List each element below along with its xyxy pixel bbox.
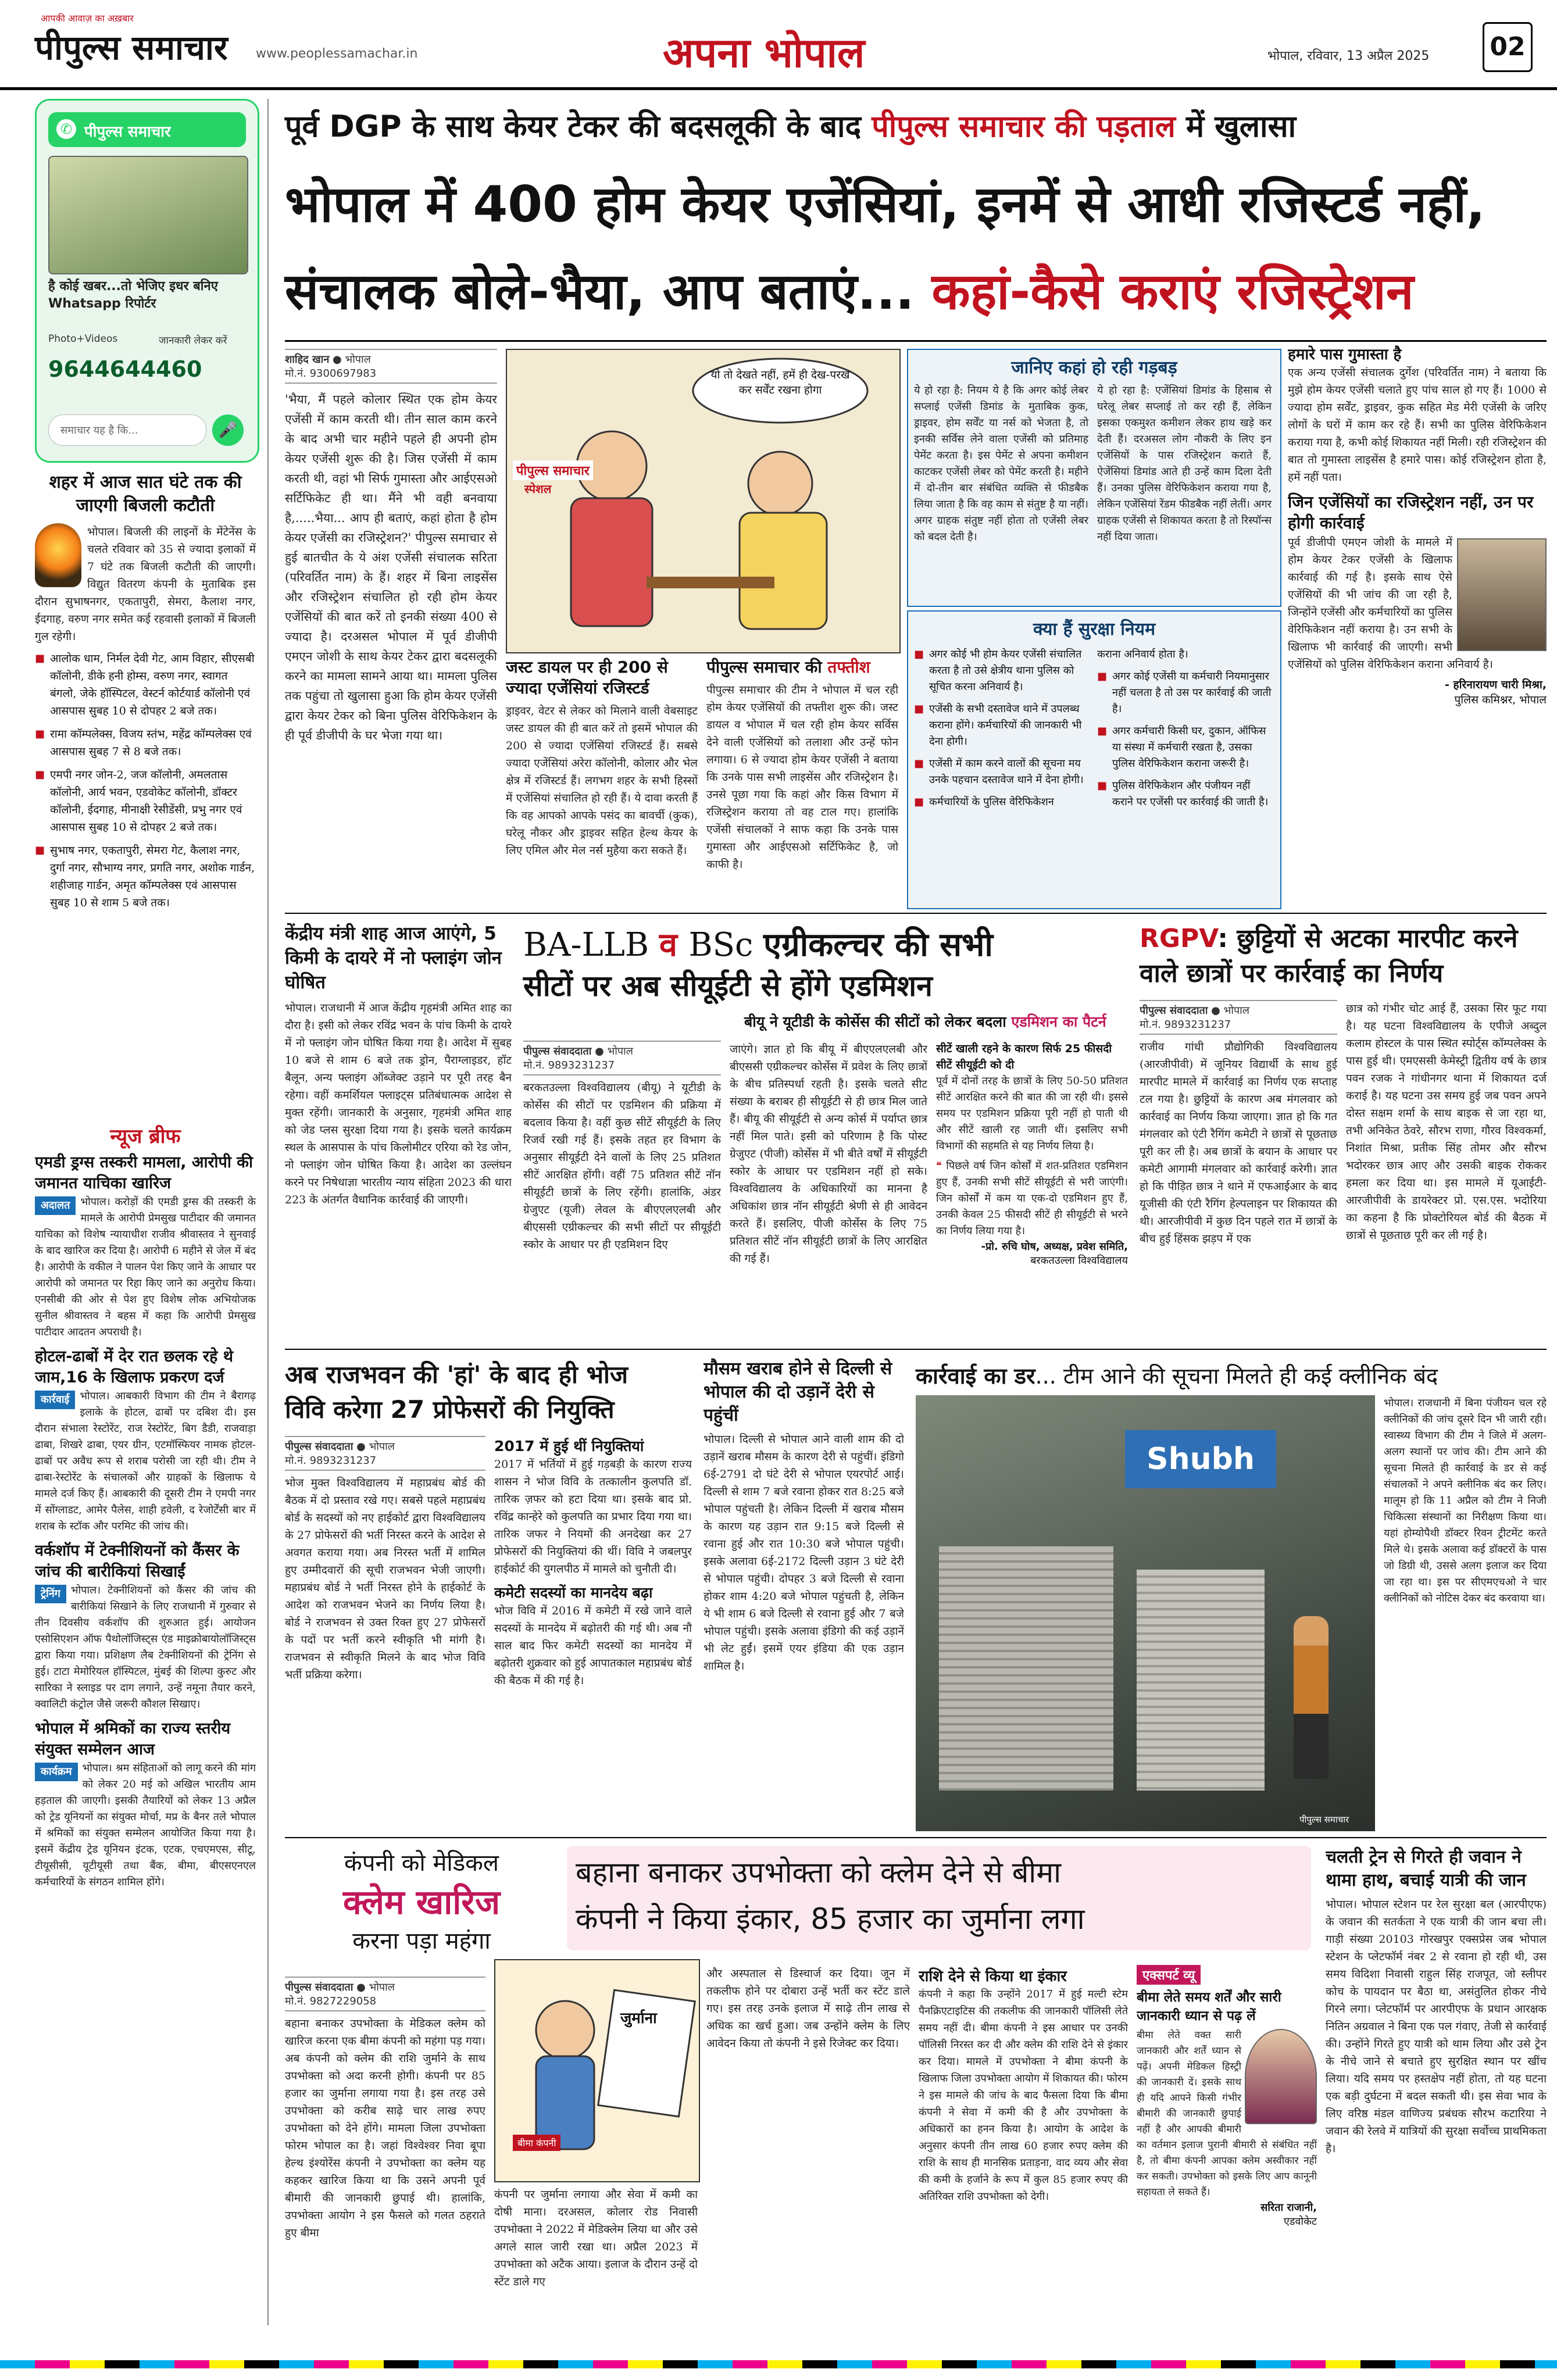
- shop-sign: Shubh: [1125, 1430, 1276, 1488]
- rgpv-body-2: छात्र को गंभीर चोट आई हैं, उसका सिर फूट गया है। यह घटना विश्वविद्यालय के एपीजे अब्दुल कलाम होस्टल के पास स्थित स्पोर्ट्स कॉम्पलेक्स के पास हुई थी। एमएससी केमेस्ट्री द्वितीय वर्ष के छात्र पवन रजक ने गांधीनगर थाना में शिकायत दर्ज कराई है। यह घटना उस समय हुई जब पवन अपने दोस्त सक्षम शर्मा के साथ बाइक से जा रहा था, तभी अनिकेत ठेवरे, सौरभ राणा, गौरव विश्वकर्मा, निशांत मिश्रा, प्रतीक सिंह तोमर और सौरभ भदोरकर छात्र आए और उसकी बाइक रोककर हमला कर दिया था। इस मामले में यूआईटी-आरजीपीवी के डायरेक्टर प्रो. एस.एस. भदोरिया का कहना है कि प्रोक्टोरियल बोर्ड की बैठक में छात्रों से पूछताछ पूरी कर ली गई है।: [1346, 1002, 1547, 1242]
- lead-headline-2: संचालक बोले-भैया, आप बताएं... कहां-कैसे कराएं रजिस्ट्रेशन: [285, 263, 1414, 321]
- expert-view: [1137, 1965, 1317, 2325]
- rajbhavan-sub2-head: कमेटी सदस्यों का मानदेय बढ़ा: [494, 1584, 653, 1601]
- cuet-head-1: BA-LLB व BSc एग्रीकल्चर की सभी: [523, 926, 993, 964]
- lead-body: 'भैया, मैं पहले कोलार स्थित एक होम केयर एजेंसी में काम करती थी। तीन साल काम करने के बाद अभी चार महीने पहले ही अपनी होम केयर एजेंसी शुरू की है। जिस एजेंसी में काम करती थी, वहां भी सिर्फ गुमास्ता और आईएसओ सर्टिफिकेट ही था। मैंने भी वही बनवाया है,.....भैया... आप ही बताएं, कहां होता है होम केयर एजेंसी का रजिस्ट्रेशन?' पीपुल्स समाचार से हुई बातचीत के ये अंश एजेंसी संचालक सरिता (परिवर्तित नाम) के हैं। शहर में बिना लाइसेंस और रजिस्ट्रेशन संचालित हो रही होम केयर एजेंसियों की बात करें तो इनकी संख्या 400 से ज्यादा है। दरअसल भोपाल में पूर्व डीजीपी एमएन जोशी के साथ केयर टेकर द्वारा बदसलूकी करने का मामला सामने आया था। मामला पुलिस तक पहुंचा तो खुलासा हुआ कि होम केयर एजेंसी द्वारा केयर टेकर को बिना पुलिस वेरिफिकेशन के ही पूर्व डीजीपी के घर भेजा गया था।: [285, 392, 497, 742]
- lead-headline-1: भोपाल में 400 होम केयर एजेंसियां, इनमें से आधी रजिस्टर्ड नहीं,: [285, 176, 1485, 234]
- weather-flight-head: मौसम खराब होने से दिल्ली से भोपाल की दो उड़ानें देरी से पहुंचीं: [703, 1359, 892, 1425]
- claim-head-1: बहाना बनाकर उपभोक्ता को क्लेम देने से बीमा: [576, 1856, 1062, 1889]
- power-cut-story: [35, 471, 256, 1105]
- brief-2-head: होटल-ढाबों में देर रात छलक रहे थे जाम,16 के खिलाफ प्रकरण दर्ज: [35, 1348, 234, 1386]
- safety-rules-left: [914, 646, 1088, 816]
- left-column-rule: [267, 99, 269, 2325]
- print-color-bar: [0, 2360, 1557, 2368]
- claim-col-2: [494, 2186, 698, 2325]
- claim-sub-head: राशि देने से किया था इंकार: [919, 1968, 1067, 1985]
- cartoon-bag: बीमा कंपनी: [513, 2135, 560, 2151]
- cuet-col-1: [523, 1041, 721, 1337]
- safety-rules-box: [907, 610, 1281, 909]
- quote-name: - हरिनारायण चारी मिश्रा,: [1445, 678, 1547, 691]
- gumasta-head: हमारे पास गुमास्ता है: [1288, 346, 1402, 363]
- shah-body: भोपाल। राजधानी में आज केंद्रीय गृहमंत्री अमित शाह का दौरा है। इसी को लेकर रविंद्र भवन के पांच किमी के दायरे में नो फ्लाइंग जोन घोषित किया गया है। आदेश में सुबह 10 बजे से शाम 6 बजे तक ड्रोन, पैराग्लाइडर, हॉट बैलून, अन्य फ्लाइंग ऑब्जेक्ट उड़ाने पर पूरी तरह बैन रहेगा। वहीं कमर्शियल फ्लाइट्स प्रतिबंधात्मक आदेश से मुक्त रहेंगी। जानकारी के अनुसार, गृहमंत्री अमित शाह को जेड प्लस सुरक्षा दिया गया है। इसके चलते कार्यक्रम स्थल के आसपास के पांच किलोमीटर एरिया को रेड जोन, नो फ्लाइंग जोन घोषित किया है। आदेश का उल्लंघन करने पर निषेधाज्ञा भारतीय न्याय संहिता 2023 की धारा 223 के अंतर्गत वैधानिक कार्रवाई की जाएगी।: [285, 1002, 512, 1206]
- brief-1-tag: अदालत: [35, 1196, 76, 1215]
- rgpv-body-1: राजीव गांधी प्रौद्योगिकी विश्वविद्यालय (आरजीपीवी) में जूनियर विद्यार्थी के साथ हुई मारपीट मामले में कार्रवाई का निर्णय एक सप्ताह टल गया है। छुट्टियों के कारण अब मंगलवार को कार्रवाई का निर्णय किया जाएगा। ज्ञात हो कि गत मंगलवार को एंटी रैगिंग कमेटी ने छात्रों से पूछताछ पूरी कर ली है। अब छात्रों के बयान के आधार पर कमेटी आगामी मंगलवार को कार्रवाई करेगी। ज्ञात हो कि पीड़ित छात्र ने थाने में एफआईआर के बाद यूजीसी की एंटी रैगिंग हेल्पलाइन पर शिकायत की थी। आरजीपीवी में कुछ दिन पहले रात में छात्रों के बीच हुई हिंसक झड़प में एक: [1140, 1041, 1337, 1245]
- lead-rule: [285, 340, 1547, 342]
- shah-head: केंद्रीय मंत्री शाह आज आएंगे, 5 किमी के दायरे में नो फ्लाइंग जोन घोषित: [285, 923, 502, 993]
- quote-icon: ❝: [936, 1160, 947, 1172]
- claim-head-2: कंपनी ने किया इंकार, 85 हजार का जुर्माना लगा: [576, 1902, 1085, 1936]
- rule-item: ■ एजेंसी के सभी दस्तावेज थाने में उपलब्ध कराना होंगे। कर्मचारियों की जानकारी भी देना होगी।: [914, 701, 1088, 750]
- cuet-col-3: [936, 1041, 1128, 1337]
- rajbhavan-sub2-body: भोज विवि में 2016 में कमेटी में रखे जाने वाले सदस्यों के मानदेय में बढ़ोतरी की गई थी। अब नौ साल बाद फिर कमेटी सदस्यों का मानदेय में बढ़ोतरी शुक्रवार को हुई आपातकाल महाप्रबंध बोर्ड की बैठक में की गई है।: [494, 1604, 692, 1687]
- weather-flight-body: भोपाल। दिल्ली से भोपाल आने वाली शाम की दो उड़ानें खराब मौसम के कारण देरी से पहुंचीं। इंडिगो 6ई-2791 दो घंटे देरी से भोपाल एयरपोर्ट आई। दिल्ली से शाम 7 बजे रवाना होकर रात 8:25 बजे भोपाल पहुंचती है। लेकिन दिल्ली में खराब मौसम के कारण यह उड़ान रात 9:15 बजे दिल्ली से रवाना हुई और रात 10:30 बजे भोपाल पहुंची। इसके अलावा 6ई-2172 दिल्ली उड़ान 3 घंटे देरी से भोपाल पहुंची। दोपहर 3 बजे दिल्ली से रवाना होकर शाम 4:20 बजे भोपाल पहुंचती है, लेकिन ये भी शाम 6 बजे दिल्ली से रवाना हुई और 7 बजे भोपाल पहुंची। इसके अलावा इंडिगो की कई उड़ानें भी लेट हुईं। इसमें एयर इंडिया की एक उड़ान शामिल है।: [703, 1433, 904, 1673]
- whatsapp-ad-header: [48, 112, 246, 147]
- justdial-head: जस्ट डायल पर ही 200 से ज्यादा एजेंसियां रजिस्टर्ड: [506, 657, 668, 698]
- brief-4-head: भोपाल में श्रमिकों का राज्य स्तरीय संयुक्त सम्मेलन आज: [35, 1720, 231, 1759]
- rajbhavan-sub1-body: 2017 में भर्तियों में हुई गड़बड़ी के कारण राज्य शासन ने भोज विवि के तत्कालीन कुलपति डॉ. तारिक ज़फर को हटा दिया था। इसके बाद प्रो. रविंद्र कान्हेरे को कुलपति का प्रभार दिया गया था। तारिक जफर ने नियमों की अनदेखा कर 27 प्रोफेसरों की नियुक्तियां की थीं। विवि ने जबलपुर हाईकोर्ट की युगलपीठ में मामले को चुनौती दी।: [494, 1458, 692, 1575]
- safety-rules-right: [1097, 646, 1272, 816]
- investigation-body: पीपुल्स समाचार की टीम ने भोपाल में चल रही होम केयर एजेंसियों की तफ्तीश शुरू की। जस्ट डायल व भोपाल में चल रही होम केयर सर्विस देने वाली एजेंसियों को तलाशा और उन्हें फोन लगाया। 6 से ज्यादा होम केयर एजेंसी ने बताया कि उनके पास सभी लाइसेंस और रजिस्ट्रेशन है। उनसे पूछा गया कि कहां और किस विभाग में रजिस्ट्रेशन कराया तो वह टाल गए। हालांकि एजेंसी संचालकों ने साफ कहा कि उनके पास गुमास्ता और आईएसओ सर्टिफिकेट है, जो काफी है।: [706, 684, 898, 871]
- claim-kicker: [285, 1846, 558, 1956]
- rgpv-col-1: [1140, 1000, 1337, 1343]
- quote-title: पुलिस कमिश्नर, भोपाल: [1454, 694, 1547, 706]
- train-body: भोपाल। भोपाल स्टेशन पर रेल सुरक्षा बल (आरपीएफ) के जवान की सतर्कता ने एक यात्री की जान बचा ली। गाड़ी संख्या 20103 गोरखपुर एक्सप्रेस जब भोपाल स्टेशन के प्लेटफॉर्म नंबर 2 से रवाना हो रही थी, उस समय विदिशा निवासी राहुल सिंह राजपूत, जो स्लीपर कोच के पायदान पर बैठा था, असंतुलित होकर नीचे गिरने लगा। प्लेटफॉर्म पर आरपीएफ के प्रधान आरक्षक नितिन अग्रवाल ने बिना एक पल गंवाए, तेजी से कार्रवाई की। उन्होंने गिरते हुए यात्री को थाम लिया और उसे ट्रेन के नीचे जाने से बचाते हुए सुरक्षित स्थान पर खींच लिया। यदि समय पर हस्तक्षेप नहीं होता, तो यह घटना एक बड़ी दुर्घटना में बदल सकती थी। इस सेवा भाव के लिए वरिष्ठ मंडल वाणिज्य प्रबंधक सौरभ कटारिया ने जवान की रेलवे में यात्रियों की सुरक्षा सर्वोच्च प्राथमिकता है।: [1326, 1898, 1547, 2155]
- power-cut-intro: भोपाल। बिजली की लाइनों के मेंटेनेंस के चलते रविवार को 35 से ज्यादा इलाकों में 7 घंटे तक बिजली कटौती की जाएगी। विद्युत वितरण कंपनी के मुताबिक इस दौरान सुभाषनगर, एकतापुरी, सेमरा, कैलाश नगर, ईदगाह, वरुण नगर समेत कई रहवासी इलाकों में बिजली गुल रहेगी।: [35, 526, 256, 643]
- claim-cartoon: [494, 1959, 700, 2182]
- train-head: चलती ट्रेन से गिरते ही जवान ने थामा हाथ, बचाई यात्री की जान: [1326, 1847, 1526, 1891]
- rule-item: ■ पुलिस वेरिफिकेशन और पंजीयन नहीं कराने पर एजेंसी पर कार्रवाई की जाती है।: [1097, 778, 1272, 810]
- registration-action-head: जिन एजेंसियों का रजिस्ट्रेशन नहीं, उन पर होगी कार्रवाई: [1288, 492, 1534, 533]
- rajbhavan-body: भोज मुक्त विश्वविद्यालय में महाप्रबंध बोर्ड की बैठक में दो प्रस्ताव रखे गए। सबसे पहले महाप्रबंध बोर्ड के सदस्यों को नए हाईकोर्ट द्वारा विश्वविद्यालय के 27 प्रोफेसरों की भर्ती निरस्त करने के आदेश से अवगत कराया गया। अब निरस्त भर्ती में शामिल हुए उम्मीदवारों की सूची राजभवन भेजी जाएगी। महाप्रबंध बोर्ड ने भर्ती निरस्त होने के हाईकोर्ट के आदेश को राजभवन भेजने का निर्णय लिया है। बोर्ड ने राजभवन से उक्त रिक्त हुए 27 प्रोफेसरों के पदों पर भर्ती करने स्वीकृति भी मांगी है। राजभवन से स्वीकृति मिलने के बाद भोज विवि भर्ती प्रक्रिया करेगा।: [285, 1477, 485, 1681]
- gumasta-body: एक अन्य एजेंसी संचालक दुर्गेश (परिवर्तित नाम) ने बताया कि मुझे होम केयर एजेंसी चलाते हुए पांच साल हो गए हैं। 1000 से ज्यादा होम सर्वेंट, ड्राइवर, कुक सहित मेड मेरी एजेंसी के जरिए लोगों के घरों में काम कर रहे हैं। सभी का पुलिस वेरिफिकेशन कराया गया है, कभी कोई शिकायत नहीं मिली। रही रजिस्ट्रेशन की बात तो गुमास्ता लाइसेंस है हमारे पास। कोई रजिस्ट्रेशन होता है, हमें नहीं पता।: [1288, 366, 1547, 484]
- rgpv-byline: पीपुल्स संवाददाता ● भोपाल मो.नं. 9893231237: [1140, 1000, 1337, 1035]
- gumasta-story: [1288, 343, 1547, 910]
- news-brief-label: न्यूज ब्रीफ: [110, 1125, 181, 1148]
- cuet-quote-org: बरकतउल्ला विश्वविद्यालय: [1030, 1255, 1128, 1267]
- rule-item: ■ अगर कोई एजेंसी या कर्मचारी नियमानुसार नहीं चलता है तो उस पर कार्रवाई की जाती है।: [1097, 669, 1272, 717]
- advocate-photo: [1245, 2029, 1317, 2124]
- mic-icon[interactable]: 🎤: [212, 414, 244, 446]
- cuet-head-2: सीटों पर अब सीयूईटी से होंगे एडमिशन: [523, 969, 933, 1003]
- rule-item: कराना अनिवार्य होता है।: [1097, 648, 1188, 660]
- rule-item: ■ कर्मचारियों के पुलिस वेरिफिकेशन: [914, 794, 1088, 810]
- brief-4-body: कार्यक्रम भोपाल। श्रम संहिताओं को लागू करने की मांग को लेकर 20 मई को अखिल भारतीय आम हड़ताल की जाएगी। इसकी तैयारियों को लेकर 13 अप्रैल को ट्रेड यूनियनों का संयुक्त मोर्चा, मप्र के बैनर तले भोपाल में श्रमिकों का संयुक्त सम्मेलन आयोजित किया गया है। इसमें केंद्रीय ट्रेड यूनियन इंटक, एटक, एचएमएस, सीटू, टीयूसीसी, यूटीयूसी तथा बैंक, बीमा, बीएसएनएल कर्मचारियों के संगठन शामिल होंगे।: [35, 1762, 256, 1888]
- rajbhavan-col-1: [285, 1436, 485, 1831]
- investigation-head: पीपुल्स समाचार की तफ्तीश: [706, 657, 870, 677]
- rajbhavan-byline: पीपुल्स संवाददाता ● भोपाल मो.नं. 9893231237: [285, 1436, 485, 1471]
- whatsapp-ad-headline: है कोई खबर...तो भेजिए इधर बनिए Whatsapp रिपोर्टर: [48, 279, 218, 311]
- whatsapp-icon: ✆: [56, 119, 76, 139]
- claim-kicker-1: कंपनी को मेडिकल: [344, 1850, 499, 1877]
- power-cut-item: ■ एमपी नगर जोन-2, जज कॉलोनी, अमलतास कॉलोनी, आर्य भवन, एडवोकेट कॉलोनी, डॉक्टर कॉलोनी, ईदगाह, मीनाक्षी रेसीडेंसी, प्रभु नगर एवं आसपास सुबह 10 से दोपहर 2 बजे तक।: [35, 766, 256, 836]
- claim-body-1: बहाना बनाकर उपभोक्ता के मेडिकल क्लेम को खारिज करना एक बीमा कंपनी को महंगा पड़ गया। अब कंपनी को क्लेम की राशि जुर्माने के साथ उपभोक्ता को अदा करनी होगी। कंपनी पर 85 हजार का जुर्माना लगाया गया है। इस तरह उसे उपभोक्ता को करीब साढ़े चार लाख रुपए उपभोक्ता को देने होंगे। मामला जिला उपभोक्ता फोरम भोपाल का है। जहां विश्वेश्वर निवा बूपा हेल्थ इंश्योरेंस कंपनी ने उपभोक्ता का क्लेम यह कहकर खारिज किया था कि उसने अपनी पूर्व बीमारी की जानकारी छुपाई थी। हालांकि, उपभोक्ता आयोग ने इस फैसले को गलत ठहराते हुए बीमा: [285, 2017, 485, 2239]
- clinic-body: भोपाल। राजधानी में बिना पंजीयन चल रहे क्लीनिकों की जांच दूसरे दिन भी जारी रही। स्वास्थ्य विभाग की टीम ने जिले में अलग-अलग स्थानों पर जांच की। टीम आने की सूचना मिलते ही कार्रवाई के डर से कई संचालकों ने अपने क्लीनिक बंद कर लिए। मालूम हो कि 11 अप्रैल को टीम ने निजी चिकित्सा संस्थानों का निरीक्षण किया था। यहां होम्योपैथी डॉक्टर रिवन ट्रीटमेंट करते मिले थे। इसके अलावा कई डॉक्टरों के पास जो डिग्री थी, उससे अलग इलाज कर दिया जा रहा था। इस पर सीएमएचओ ने चार क्लीनिकों को नोटिस देकर बंद करवाया था।: [1384, 1397, 1547, 1604]
- band-3-rule: [285, 1349, 1547, 1350]
- rajbhavan-head-2: विवि करेगा 27 प्रोफेसरों की नियुक्ति: [285, 1395, 615, 1424]
- lead-byline: शाहिद खान ● भोपाल मो.नं. 9300697983: [285, 349, 497, 384]
- rajbhavan-col-2: [494, 1436, 692, 1831]
- chat-input[interactable]: [48, 414, 206, 446]
- weather-flight-story: [703, 1357, 904, 1831]
- info-label: जानकारी लेकर करें: [159, 335, 227, 346]
- brief-1-head: एमडी ड्रग्स तस्करी मामला, आरोपी की जमानत याचिका खारिज: [35, 1153, 253, 1192]
- investigation-story: [706, 657, 898, 907]
- expert-name: सरिता राजानी,: [1260, 2202, 1317, 2214]
- bulb-icon: [35, 523, 81, 587]
- whatsapp-phone[interactable]: 9644644460: [48, 356, 202, 382]
- lead-kicker: पूर्व DGP के साथ केयर टेकर की बदसलूकी के बाद पीपुल्स समाचार की पड़ताल में खुलासा: [285, 109, 1297, 144]
- registration-action-body: पूर्व डीजीपी एमएन जोशी के मामले में होम केयर टेकर एजेंसी के खिलाफ कार्रवाई की गई है। इसके साथ ऐसे एजेंसियों की भी जांच की जा रही है, जिन्होंने एजेंसी और कर्मचारियों का पुलिस वेरिफिकेशन नहीं कराया है। उन सभी के खिलाफ भी कार्रवाई की जाएगी। सभी एजेंसियों को पुलिस वेरिफिकेशन कराना अनिवार्य है।: [1288, 536, 1493, 671]
- rajbhavan-sub1-head: 2017 में हुई थीं नियुक्तियां: [494, 1438, 644, 1455]
- clinic-body-col: [1384, 1395, 1547, 1831]
- rgpv-head: RGPV: छुट्टियों से अटका मारपीट करने वाले छात्रों पर कार्रवाई का निर्णय: [1140, 924, 1518, 988]
- gadbad-right: ये हो रहा है: एजेंसियां डिमांड के हिसाब से घरेलू लेबर सप्लाई तो कर रही हैं, लेकिन इसका एकमुश्त कमीशन लेकर हाथ खड़े कर देती हैं। दरअसल लोग नौकरी के लिए इन एजेंसियों के पास रजिस्ट्रेशन कराते हैं, ऐजेंसियां डिमांड आते ही उन्हें काम दिला देती हैं। उनका पुलिस वेरिफिकेशन कराया गया है, लेकिन एजेंसियां रेंडम फीडबैक नहीं लेतीं। अगर ग्राहक एजेंसी से शिकायत करता है तो रिस्पॉन्स नहीं दिया जाता।: [1097, 384, 1272, 543]
- reporter-photo: [48, 156, 248, 274]
- masthead: [0, 0, 1557, 90]
- band-4-rule: [285, 1837, 1547, 1838]
- claim-col-3: [706, 1965, 910, 2325]
- photo-video-label: Photo+Videos: [48, 333, 118, 345]
- cuet-body-1: बरकतउल्ला विश्वविद्यालय (बीयू) ने यूटीडी के कोर्सेस की सीटों पर एडमिशन की प्रक्रिया में बदलाव किया है। वहीं कुछ सीटें सीयूईटी के लिए रिजर्व रखी गई हैं। इसके तहत हर विभाग के अनुसार सीयूईटी देने वालों के लिए 25 प्रतिशत सीटें आरक्षित होंगी। वहीं 75 प्रतिशत सीटें नॉन सीयूईटी छात्रों के लिए रहेंगी। हालांकि, अंडर ग्रेजुएट (यूजी) लेवल के बीएएलएलबी और बीएससी एग्रीकल्चर की सभी सीटों पर सीयूईटी स्कोर के आधार पर ही एडमिशन दिए: [523, 1081, 721, 1251]
- clinic-photo: [916, 1395, 1375, 1831]
- cartoon-sign: जुर्माना: [620, 2010, 657, 2027]
- whatsapp-ad-brand: पीपुल्स समाचार: [84, 123, 171, 141]
- claim-body-3: और अस्पताल से डिस्चार्ज कर दिया। जून में तकलीफ होने पर दोबारा उन्हें भर्ती कर स्टेंट डाले गए। इस तरह उनके इलाज में साढ़े तीन लाख से अधिक का खर्च हुआ। जब उन्होंने क्लेम के लिए आवेदन किया तो कंपनी ने इसे रिजेक्ट कर दिया।: [706, 1967, 910, 2050]
- expert-title: एडवोकेट: [1283, 2215, 1317, 2228]
- page-number: 02: [1483, 22, 1533, 72]
- section-title: अपना भोपाल: [663, 29, 865, 77]
- shop-shutter-1: [939, 1546, 1113, 1791]
- safety-rules-title: क्या हैं सुरक्षा नियम: [1033, 619, 1156, 639]
- brief-2-tag: कार्रवाई: [35, 1391, 75, 1409]
- power-cut-item: ■ आलोक धाम, निर्मल देवी गेट, आम विहार, सीएसबी कॉलोनी, डीके हनी होम्स, वरुण नगर, स्वागत बंगलो, जेके हॉस्पिटल, वेस्टर्न कोर्टयार्ड कॉलोनी एवं आसपास सुबह 10 से दोपहर 2 बजे तक।: [35, 650, 256, 720]
- expert-head: बीमा लेते समय शर्तें और सारी जानकारी ध्यान से पढ़ लें: [1137, 1990, 1281, 2024]
- claim-byline: पीपुल्स संवाददाता ● भोपाल मो.नं. 9827229058: [285, 1977, 485, 2011]
- clinic-head: कार्रवाई का डर... टीम आने की सूचना मिलते ही कई क्लीनिक बंद: [916, 1363, 1438, 1389]
- expert-tag: एक्सपर्ट व्यू: [1137, 1965, 1201, 1985]
- dateline: भोपाल, रविवार, 13 अप्रैल 2025: [1267, 49, 1430, 63]
- brief-3-head: वर्कशॉप में टेक्नीशियनों को कैंसर के जांच की बारीकियां सिखाईं: [35, 1542, 240, 1581]
- cuet-col-2: [730, 1041, 927, 1337]
- band-2-rule: [285, 913, 1547, 914]
- claim-col-1: [285, 1977, 485, 2325]
- gadbad-box: [907, 349, 1281, 607]
- paper-tagline: आपकी आवाज़ का अख़बार: [41, 13, 134, 24]
- paper-url[interactable]: www.peoplessamachar.in: [256, 47, 418, 61]
- justdial-body: ड्राइवर, वेटर से लेकर को मिलाने वाली वेबसाइट जस्ट डायल की ही बात करें तो इसमें भोपाल की 200 से ज्यादा एजेंसियां रजिस्टर्ड हैं। सबसे ज्यादा एजेंसियां अरेरा कॉलोनी, कोलार और भेल क्षेत्र में रजिस्टर्ड हैं। लगभग शहर के सभी हिस्सों में एजेंसियां संचालित हो रही हैं। ये दावा करती हैं कि वह आपको आपके पसंद का बावर्ची (कुक), घरेलू नौकर और ड्राइवर सहित हेल्थ केयर के लिए एमिल और मेल नर्स मुहैया करा सकते हैं।: [506, 705, 698, 857]
- train-story: [1326, 1846, 1547, 2325]
- lead-story: [285, 349, 497, 907]
- power-cut-head: शहर में आज सात घंटे तक की जाएगी बिजली कटौती: [49, 472, 242, 516]
- brief-3-body: ट्रेनिंग भोपाल। टेक्नीशियनों को कैंसर की जांच की बारीकियां सिखाने के लिए राजधानी में गुरुवार से तीन दिवसीय वर्कशॉप की शुरुआत हुई। आयोजन एसोसिएशन ऑफ पैथोलॉजिस्ट्स एंड माइक्रोबायोलॉजिस्ट्स द्वारा किया गया। प्रशिक्षण लैब टेक्नीशियनों की ट्रेनिंग से हुई। टाटा मेमोरियल हॉस्पिटल, मुंबई की शिल्पा कुरुट और सारिका ने स्लाइड पर दाग लगाने, उन्हें नमूना तैयार करने, क्वालिटी कंट्रोल जैसे जरूरी कौशल सिखाए।: [35, 1584, 256, 1710]
- power-cut-item: ■ सुभाष नगर, एकतापुरी, सेमरा गेट, कैलाश नगर, दुर्गा नगर, सौभाग्य नगर, प्रगति नगर, अशोक गार्डन, शहीजाह गार्डन, अमृत कॉम्पलेक्स एवं आसपास सुबह 10 से शाम 5 बजे तक।: [35, 842, 256, 912]
- claim-sub-body: कंपनी ने कहा कि उन्होंने 2017 में हुई मल्टी स्टेम पैनक्रिएटाइटिस की तकलीफ की जानकारी पॉलिसी लेते समय नहीं दी। बीमा कंपनी ने इस आधार पर उनकी पॉलिसी निरस्त कर दी और क्लेम की राशि देने से इंकार कर दिया। मामले में उपभोक्ता ने बीमा कंपनी के खिलाफ जिला उपभोक्ता आयोग में शिकायत की। फोरम ने इस मामले की जांच के बाद फैसला दिया कि बीमा कंपनी ने सेवा में कमी की है और उपभोक्ता के अधिकारों का हनन किया है। आयोग के आदेश के अनुसार कंपनी तीन लाख 60 हजार रुपए क्लेम की राशि के साथ ही मानसिक प्रताड़ना, वाद व्यय और सेवा की कमी के हर्जाने के रूप में कुल 85 हजार रुपए की अतिरिक्त राशि उपभोक्ता को देगी।: [919, 1988, 1128, 2203]
- cuet-box-body: पूर्व में दोनों तरह के छात्रों के लिए 50-50 प्रतिशत सीटें आरक्षित करने की बात की जा रही थी। इससे समय पर एडमिशन प्रक्रिया पूरी नहीं हो पाती थी और सीटें खाली रह जाती थीं। इसलिए सभी विभागों की सहमति से यह निर्णय लिया है।: [936, 1075, 1128, 1152]
- brief-3-tag: ट्रेनिंग: [35, 1585, 66, 1603]
- chat-preview: समाचार यह है कि...: [60, 424, 138, 437]
- shah-story: [285, 921, 512, 1340]
- claim-kicker-2: क्लेम खारिज: [342, 1882, 501, 1922]
- brief-4-tag: कार्यक्रम: [35, 1763, 78, 1781]
- cuet-quote-name: -प्रो. रुचि घोष, अध्यक्ष, प्रवेश समिति,: [981, 1241, 1128, 1253]
- rajbhavan-head-1: अब राजभवन की 'हां' के बाद ही भोज: [285, 1360, 628, 1389]
- cartoon-tag: स्पेशल: [524, 482, 552, 496]
- cartoon-brand: पीपुल्स समाचार: [513, 460, 593, 480]
- claim-kicker-3: करना पड़ा महंगा: [352, 1928, 491, 1954]
- gadbad-title: जानिए कहां हो रही गड़बड़: [1011, 358, 1177, 378]
- news-brief: [35, 1122, 256, 2320]
- claim-body-2: कंपनी पर जुर्माना लगाया और सेवा में कमी का दोषी माना। दरअसल, कोलार रोड निवासी उपभोक्ता ने 2022 में मेडिक्लेम लिया था और उसे अगले साल जारी रखा था। अप्रैल 2023 में उपभोक्ता को अटैक आया। इलाज के दौरान उन्हें दो स्टेंट डाले गए: [494, 2188, 698, 2288]
- whatsapp-ad: [35, 99, 259, 463]
- cuet-quote: ❝ पिछले वर्ष जिन कोर्सों में शत-प्रतिशत एडमिशन हुए हैं, उनकी सभी सीटें सीयूईटी से भरी जाएंगी। जिन कोर्सों में कम या एक-दो एडमिशन हुए हैं, उनकी केवल 25 फीसदी सीटें ही सीयूईटी से भरने का निर्णय लिया गया है।: [936, 1160, 1128, 1237]
- cuet-box-head: सीटें खाली रहने के कारण सिर्फ 25 फीसदी सीटें सीयूईटी को दी: [936, 1042, 1112, 1071]
- cartoon-bubble: यो तो देखते नहीं, हमें ही देख-परख कर सर्वेंट रखना होगा: [710, 369, 850, 396]
- rule-item: ■ एजेंसी में काम करने वालों की सूचना मय उनके पहचान दस्तावेज थाने में देना होगी।: [914, 756, 1088, 788]
- justdial-story: [506, 657, 698, 907]
- paper-name: पीपुल्स समाचार: [35, 28, 228, 67]
- expert-body: बीमा लेते वक्त सारी जानकारी और शर्तें ध्यान से पढ़ें। अपनी मेडिकल हिस्ट्री की जानकारी दें। इसके साथ ही यदि आपने किसी गंभीर बीमारी की जानकारी छुपाई नहीं है और आपकी बीमारी का वर्तमान इलाज पुरानी बीमारी से संबंधित नहीं है, तो बीमा कंपनी आपका क्लेम अस्वीकार नहीं कर सकती। उपभोक्ता को इसके लिए आप कानूनी सहायता ले सकते हैं।: [1137, 2029, 1317, 2198]
- cuet-deck: बीयू ने यूटीडी के कोर्सेस की सीटों को लेकर बदला एडमिशन का पैटर्न: [744, 1013, 1106, 1030]
- shop-shutter-2: [1137, 1570, 1265, 1791]
- brief-1-body: अदालत भोपाल। करोड़ों की एमडी ड्रग्स की तस्करी के मामले के आरोपी प्रेमसुख पाटीदार की जमानत याचिका को विशेष न्यायाधीश राजीव श्रीवास्तव ने सुनवाई के बाद खारिज कर दिया है। आरोपी 6 महीने से जेल में बंद है। आरोपी के वकील ने पालन पेश किए जाने के आधार पर आरोपी को जमानत पर रिहा किए जाने का अनुरोध किया। एनसीबी की ओर से पेश हुए विशेष लोक अभियोजक सुनील श्रीवास्तव ने बहस में कहा कि आरोपी प्रेमसुख पाटीदार आदतन अपराधी है।: [35, 1196, 256, 1338]
- photo-credit: पीपुल्स समाचार: [1299, 1814, 1349, 1825]
- brief-2-body: कार्रवाई भोपाल। आबकारी विभाग की टीम ने बैरागढ़ इलाके के होटल, ढाबों पर दबिश दी। इस दौरान संभाला रेस्टोरेंट, राज रेस्टोरेंट, बिग डैडी, राजवाड़ा ढाबा, शिखरे ढाबा, एयर ग्रीन, एटमॉस्फियर नामक होटल-ढाबों पर अवैध रूप से शराब परोसी जा रही थी। टीम ने ढाबा-रेस्टोरेंट के संचालकों और ग्राहकों के खिलाफ ये मामले दर्ज किए हैं। आबकारी की दूसरी टीम ने एमपी नगर में सोंग्लाडट, आमेर पैलेस, शाही हवेली, द रेजोर्टेंसी बार में शराब के स्टॉक और परमिट की जांच की।: [35, 1390, 256, 1532]
- claim-col-4: [919, 1965, 1128, 2325]
- rgpv-col-2: [1346, 1000, 1547, 1343]
- commissioner-photo: [1457, 538, 1547, 651]
- rule-item: ■ अगर कर्मचारी किसी घर, दुकान, ऑफिस या संस्था में कर्मचारी रखता है, उसका पुलिस वेरिफिकेशन कराना जरूरी है।: [1097, 723, 1272, 772]
- cuet-byline: पीपुल्स संवाददाता ● भोपाल मो.नं. 9893231237: [523, 1041, 721, 1075]
- gadbad-left: ये हो रहा है: नियम ये है कि अगर कोई लेबर सप्लाई एजेंसी डिमांड के मुताबिक कुक, ड्राइवर, होम सर्वेंट या नर्स को भेजता है, तो इनकी सर्विस लेने वाला एजेंसी को प्रतिमाह पेमेंट करता है। इस पेमेंट से अपना कमीशन काटकर एजेंसी लेबर को पेमेंट करती है। महीने में दो-तीन बार संबंधित व्यक्ति से फीडबैक लिया जाता है कि वह काम से संतुष्ट है या नहीं। अगर ग्राहक संतुष्ट नहीं होता तो एजेंसी लेबर को बदल देती है।: [914, 384, 1088, 543]
- rule-item: ■ अगर कोई भी होम केयर एजेंसी संचालित करता है तो उसे क्षेत्रीय थाना पुलिस को सूचित करना अनिवार्य है।: [914, 646, 1088, 695]
- cuet-body-2: जाएंगे। ज्ञात हो कि बीयू में बीएएलएलबी और बीएससी एग्रीकल्चर कोर्सेस में प्रवेश के लिए छात्रों के बीच प्रतिस्पर्धा रहती है। इसके चलते सीट संख्या के बराबर ही सीयूईटी से ही छात्र मिल जाते हैं। बीयू की सीयूईटी से अन्य कोर्स में पर्याप्त छात्र नहीं मिल पाते। इसी को परिणाम है कि पोस्ट ग्रेजुएट (पीजी) कोर्सेस में भी बीते वर्षों में सीयूईटी स्कोर के आधार पर एडमिशन नहीं हो सके। विश्वविद्यालय के अधिकारियों का मानना है अधिकांश छात्र नॉन सीयूईटी श्रेणी से ही आवेदन करते हैं। इसलिए, पीजी कोर्सेस के लिए 75 प्रतिशत सीटें नॉन सीयूईटी छात्रों के लिए आरक्षित की गई हैं।: [730, 1043, 927, 1265]
- lead-cartoon: [506, 349, 901, 653]
- man-figure: [1294, 1616, 1329, 1779]
- power-cut-item: ■ रामा कॉम्पलेक्स, विजय स्तंभ, महेंद्र कॉम्पलेक्स एवं आसपास सुबह 7 से 8 बजे तक।: [35, 726, 256, 760]
